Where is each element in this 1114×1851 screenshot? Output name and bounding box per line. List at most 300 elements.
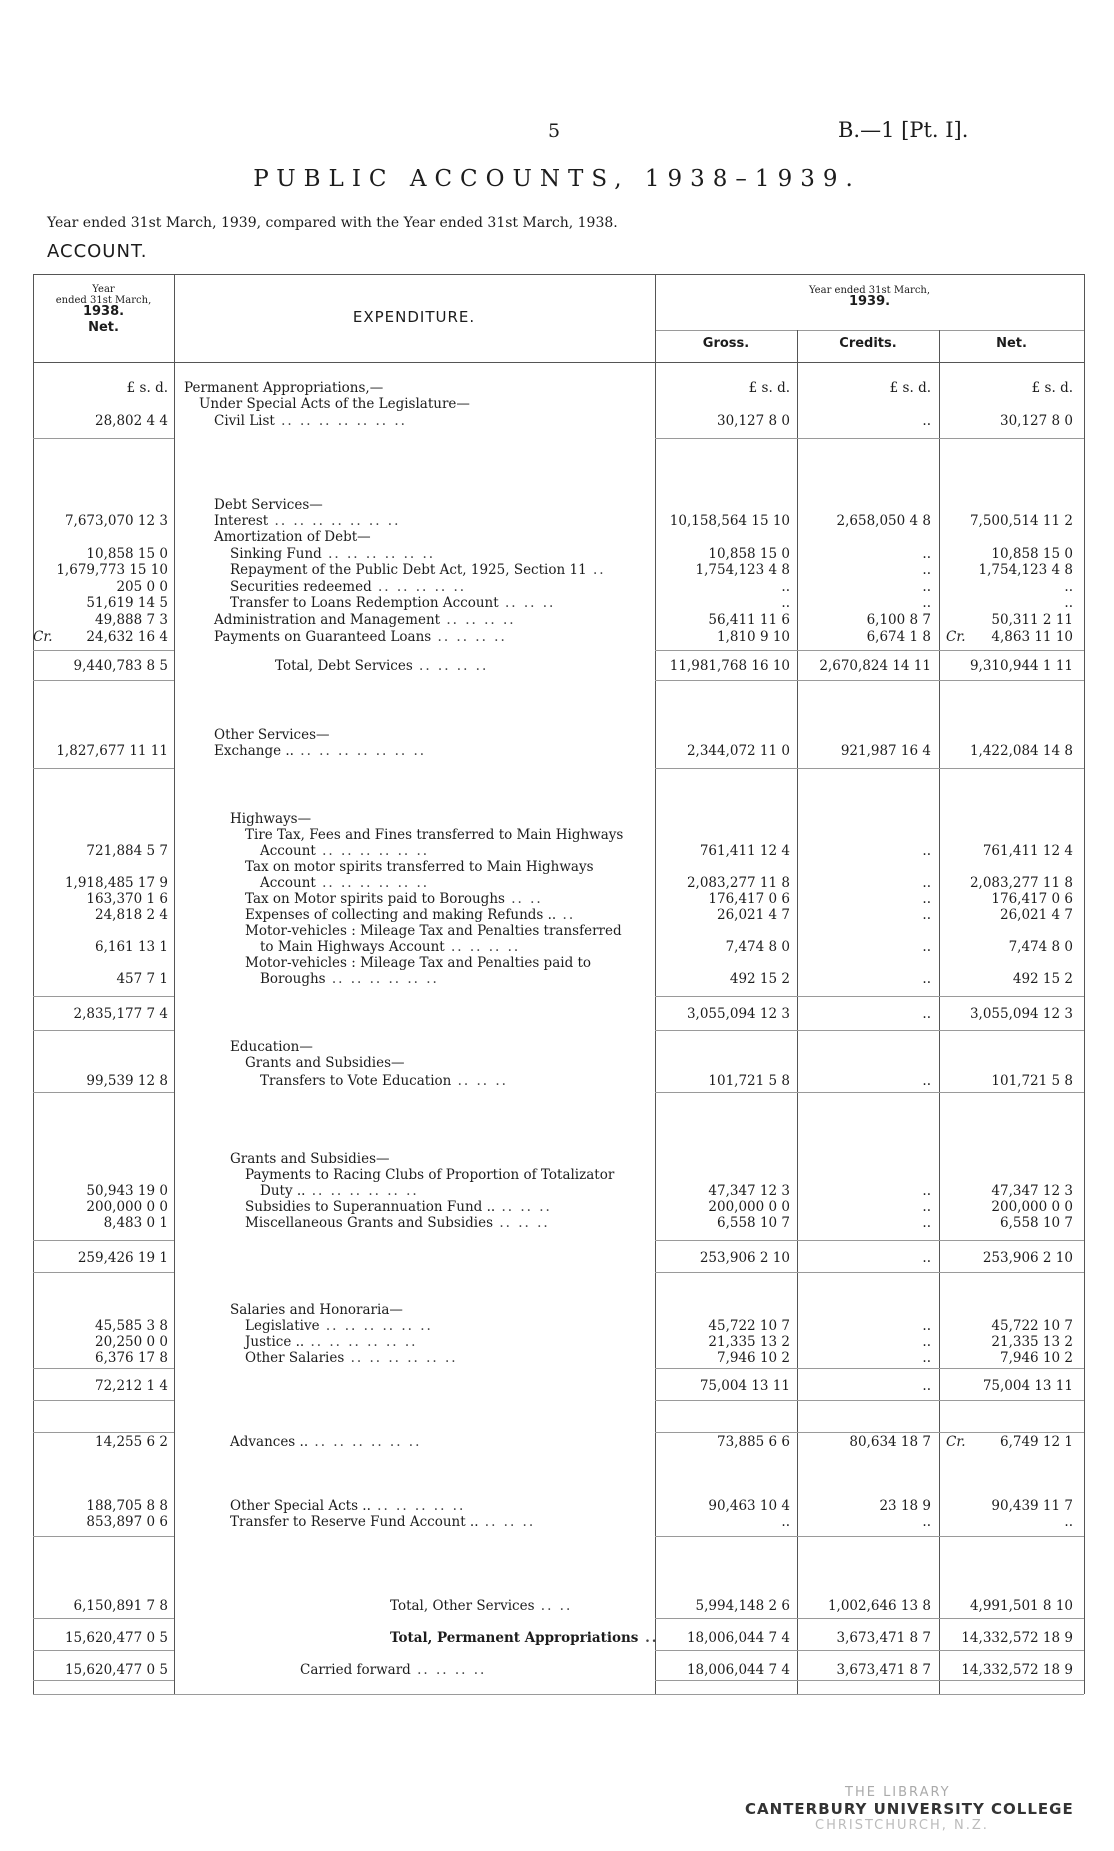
leader-dots: .. .. .. .. .. .. xyxy=(305,1183,419,1199)
description-text: Other Services— xyxy=(214,727,330,743)
table-row xyxy=(0,1334,1114,1350)
gross-cell: 45,722 10 7 xyxy=(708,1318,790,1334)
document-reference: B.—1 [Pt. I]. xyxy=(838,118,969,142)
net-cell: 14,332,572 18 9 xyxy=(961,1662,1073,1678)
description-cell xyxy=(230,1514,535,1530)
prev-year-net-cell: 51,619 14 5 xyxy=(86,595,168,611)
description-cell xyxy=(260,971,439,987)
table-row xyxy=(0,546,1114,562)
credits-cell: .. xyxy=(922,1199,931,1215)
credits-cell: 80,634 18 7 xyxy=(849,1434,931,1450)
net-cell: 14,332,572 18 9 xyxy=(961,1630,1073,1646)
description-cell xyxy=(260,939,520,955)
table-row xyxy=(0,1151,1114,1167)
net-cell: 6,558 10 7 xyxy=(1000,1215,1073,1231)
description-text: Subsidies to Superannuation Fund .. xyxy=(245,1199,496,1215)
description-text: Account xyxy=(260,875,316,891)
leader-dots: .. .. .. .. .. .. xyxy=(304,1334,418,1350)
credits-cell: .. xyxy=(922,562,931,578)
gross-cell: 761,411 12 4 xyxy=(699,843,790,859)
net-column-header: Net. xyxy=(996,336,1027,351)
leader-dots: .. .. .. xyxy=(498,595,556,611)
description-cell xyxy=(230,1151,390,1167)
description-text: Tax on Motor spirits paid to Boroughs xyxy=(245,891,505,907)
net-cell: 9,310,944 1 11 xyxy=(969,658,1073,674)
net-cell: 10,858 15 0 xyxy=(991,546,1073,562)
prev-year-net-cell: 24,818 2 4 xyxy=(95,907,168,923)
gross-cell: .. xyxy=(781,595,790,611)
credits-cell: .. xyxy=(922,1006,931,1022)
leader-dots: .. .. .. .. .. .. xyxy=(321,546,436,562)
description-text: Education— xyxy=(230,1039,313,1055)
leader-dots: .. .. .. xyxy=(495,1199,552,1215)
table-row xyxy=(0,562,1114,578)
description-text: Account xyxy=(260,843,316,859)
credits-cell: .. xyxy=(922,939,931,955)
net-cell: 30,127 8 0 xyxy=(1000,413,1073,429)
description-cell xyxy=(230,546,435,562)
credits-cell: .. xyxy=(922,1183,931,1199)
credits-cell: .. xyxy=(922,413,931,429)
description-cell xyxy=(275,658,488,674)
description-text: Other Salaries xyxy=(245,1350,345,1366)
description-cell xyxy=(260,875,429,891)
gross-cell: 7,474 8 0 xyxy=(725,939,790,955)
net-cell: 1,754,123 4 8 xyxy=(978,562,1073,578)
credits-cell: .. xyxy=(922,843,931,859)
net-cell: 45,722 10 7 xyxy=(991,1318,1073,1334)
prev-year-net-cell: 7,673,070 12 3 xyxy=(64,513,168,529)
description-text: Motor-vehicles : Mileage Tax and Penalties paid to xyxy=(245,955,592,971)
net-cell: 1,422,084 14 8 xyxy=(969,743,1073,759)
table-row xyxy=(0,827,1114,843)
net-cell: 253,906 2 10 xyxy=(982,1250,1073,1266)
credits-cell: 1,002,646 13 8 xyxy=(827,1598,931,1614)
description-text: Exchange .. xyxy=(214,743,294,759)
prev-year-net-cell: 72,212 1 4 xyxy=(95,1378,168,1394)
description-text: Debt Services— xyxy=(214,497,323,513)
description-text: to Main Highways Account xyxy=(260,939,445,955)
prev-year-net-cell: 14,255 6 2 xyxy=(95,1434,168,1450)
description-cell xyxy=(245,1055,405,1071)
credits-cell: .. xyxy=(922,1073,931,1089)
gross-cell: 10,858 15 0 xyxy=(708,546,790,562)
table-row xyxy=(0,939,1114,955)
description-text: Salaries and Honoraria— xyxy=(230,1302,403,1318)
leader-dots: .. xyxy=(638,1630,659,1646)
description-cell xyxy=(230,562,606,578)
table-row xyxy=(0,658,1114,674)
gross-cell: 73,885 6 6 xyxy=(717,1434,790,1450)
description-text: Expenses of collecting and making Refunds .. xyxy=(245,907,557,923)
table-row xyxy=(0,811,1114,827)
current-year-header: Year ended 31st March, 1939. xyxy=(808,285,931,309)
credits-cell: 6,100 8 7 xyxy=(866,612,931,628)
prev-year-net-cell: 6,161 13 1 xyxy=(95,939,168,955)
description-cell xyxy=(245,955,591,971)
table-row xyxy=(0,923,1114,939)
table-row xyxy=(0,1514,1114,1530)
leader-dots: .. .. .. .. .. .. xyxy=(344,1350,458,1366)
gross-cell: 1,754,123 4 8 xyxy=(695,562,790,578)
description-cell xyxy=(245,923,622,939)
prev-year-net-cell: 6,150,891 7 8 xyxy=(73,1598,168,1614)
credit-prefix: Cr. xyxy=(33,629,53,645)
table-row xyxy=(0,1199,1114,1215)
gross-cell: 2,344,072 11 0 xyxy=(686,743,790,759)
credit-prefix: Cr. xyxy=(946,1434,966,1450)
table-row xyxy=(0,396,1114,412)
description-cell xyxy=(245,1334,417,1350)
table-row xyxy=(0,1250,1114,1266)
description-cell xyxy=(199,396,470,412)
net-cell: 4,991,501 8 10 xyxy=(969,1598,1073,1614)
table-row xyxy=(0,971,1114,987)
credits-cell: .. xyxy=(922,1215,931,1231)
credits-cell: 2,670,824 14 11 xyxy=(819,658,931,674)
leader-dots: .. .. xyxy=(504,891,543,907)
description-cell xyxy=(245,827,623,843)
description-cell xyxy=(230,1498,465,1514)
credits-cell: .. xyxy=(922,971,931,987)
credits-cell: .. xyxy=(922,1250,931,1266)
description-text: Grants and Subsidies— xyxy=(245,1055,405,1071)
leader-dots: .. xyxy=(586,562,606,578)
gross-column-header: Gross. xyxy=(702,336,750,351)
prev-year-net-cell: 8,483 0 1 xyxy=(103,1215,168,1231)
leader-dots: .. .. .. xyxy=(493,1215,550,1231)
gross-cell: 47,347 12 3 xyxy=(708,1183,790,1199)
description-text: Transfer to Loans Redemption Account xyxy=(230,595,499,611)
gross-cell: 101,721 5 8 xyxy=(708,1073,790,1089)
description-cell xyxy=(214,497,323,513)
gross-cell: .. xyxy=(781,1514,790,1530)
credits-cell: 3,673,471 8 7 xyxy=(836,1630,931,1646)
page-number: 5 xyxy=(548,120,561,142)
leader-dots: .. .. .. .. .. .. .. xyxy=(268,513,401,529)
gross-cell: 176,417 0 6 xyxy=(708,891,790,907)
leader-dots: .. .. .. xyxy=(478,1514,536,1530)
net-cell: 90,439 11 7 xyxy=(991,1498,1073,1514)
description-cell xyxy=(300,1662,486,1678)
table-row xyxy=(0,727,1114,743)
credits-cell: .. xyxy=(922,1334,931,1350)
description-cell xyxy=(245,891,543,907)
prev-year-net-cell: 2,835,177 7 4 xyxy=(73,1006,168,1022)
description-cell xyxy=(214,727,330,743)
prev-year-net-cell: 45,585 3 8 xyxy=(95,1318,168,1334)
table-row xyxy=(0,413,1114,429)
net-cell: 2,083,277 11 8 xyxy=(969,875,1073,891)
description-text: Motor-vehicles : Mileage Tax and Penalties transferred xyxy=(245,923,622,939)
description-text: Legislative xyxy=(245,1318,320,1334)
gross-cell: 10,158,564 15 10 xyxy=(669,513,790,529)
gross-cell: 56,411 11 6 xyxy=(708,612,790,628)
net-cell: 26,021 4 7 xyxy=(1000,907,1073,923)
description-text: Duty .. xyxy=(260,1183,306,1199)
leader-dots: .. .. .. .. xyxy=(440,612,516,628)
prev-year-net-cell: 200,000 0 0 xyxy=(86,1199,168,1215)
description-text: Total, Other Services xyxy=(390,1598,535,1614)
units-label: £ s. d. xyxy=(889,380,931,396)
table-row xyxy=(0,513,1114,529)
description-cell xyxy=(245,1350,458,1366)
prev-year-net-cell: 24,632 16 4 xyxy=(86,629,168,645)
description-cell xyxy=(214,513,400,529)
table-row xyxy=(0,1073,1114,1089)
table-row xyxy=(0,1055,1114,1071)
table-row xyxy=(0,1183,1114,1199)
description-text: Tax on motor spirits transferred to Main Highways xyxy=(245,859,594,875)
table-row xyxy=(0,955,1114,971)
gross-cell: 2,083,277 11 8 xyxy=(686,875,790,891)
net-cell: 200,000 0 0 xyxy=(991,1199,1073,1215)
description-text: Advances .. xyxy=(230,1434,309,1450)
leader-dots: .. xyxy=(556,907,576,923)
description-text: Securities redeemed xyxy=(230,579,372,595)
section-heading: ACCOUNT. xyxy=(47,241,148,262)
prev-year-net-cell: 28,802 4 4 xyxy=(95,413,168,429)
description-text: Amortization of Debt— xyxy=(214,529,371,545)
table-row xyxy=(0,1318,1114,1334)
description-text: Highways— xyxy=(230,811,312,827)
leader-dots: .. .. .. .. .. .. xyxy=(319,1318,433,1334)
prev-year-net-cell: 163,370 1 6 xyxy=(86,891,168,907)
table-row xyxy=(0,497,1114,513)
page-title: PUBLIC ACCOUNTS, 1938–1939. xyxy=(253,166,861,192)
leader-dots: .. .. .. .. .. .. xyxy=(315,875,430,891)
prev-year-net-cell: 853,897 0 6 xyxy=(86,1514,168,1530)
units-row xyxy=(0,380,1114,396)
credits-cell: .. xyxy=(922,1350,931,1366)
description-text: Sinking Fund xyxy=(230,546,322,562)
description-cell xyxy=(245,907,575,923)
gross-cell: 5,994,148 2 6 xyxy=(695,1598,790,1614)
gross-cell: .. xyxy=(781,579,790,595)
page-subtitle: Year ended 31st March, 1939, compared with the Year ended 31st March, 1938. xyxy=(47,215,618,231)
description-text: Payments to Racing Clubs of Proportion of Totalizator xyxy=(245,1167,615,1183)
credits-cell: 6,674 1 8 xyxy=(866,629,931,645)
leader-dots: .. .. .. .. .. xyxy=(371,579,467,595)
table-row xyxy=(0,843,1114,859)
net-cell: 3,055,094 12 3 xyxy=(969,1006,1073,1022)
table-row xyxy=(0,1498,1114,1514)
description-text: Justice .. xyxy=(245,1334,305,1350)
gross-cell: 6,558 10 7 xyxy=(717,1215,790,1231)
net-cell: 101,721 5 8 xyxy=(991,1073,1073,1089)
description-cell xyxy=(230,579,466,595)
credits-cell: .. xyxy=(922,1514,931,1530)
gross-cell: 30,127 8 0 xyxy=(717,413,790,429)
table-row xyxy=(0,612,1114,628)
table-row xyxy=(0,1598,1114,1614)
description-text: Tire Tax, Fees and Fines transferred to Main Highways xyxy=(245,827,624,843)
description-text: Transfer to Reserve Fund Account .. xyxy=(230,1514,479,1530)
credits-cell: 2,658,050 4 8 xyxy=(836,513,931,529)
prev-year-net-cell: 457 7 1 xyxy=(116,971,168,987)
gross-cell: 18,006,044 7 4 xyxy=(686,1630,790,1646)
prev-year-net-cell: 9,440,783 8 5 xyxy=(73,658,168,674)
description-cell xyxy=(390,1598,572,1614)
credits-cell: .. xyxy=(922,1318,931,1334)
table-row xyxy=(0,743,1114,759)
gross-cell: 75,004 13 11 xyxy=(699,1378,790,1394)
description-cell xyxy=(245,1318,433,1334)
description-cell xyxy=(260,1073,508,1089)
table-row xyxy=(0,1662,1114,1678)
prev-year-net-cell: 205 0 0 xyxy=(116,579,168,595)
prev-year-net-cell: 15,620,477 0 5 xyxy=(64,1630,168,1646)
net-cell: 7,500,514 11 2 xyxy=(969,513,1073,529)
description-text: Total, Permanent Appropriations xyxy=(390,1630,639,1646)
prev-year-net-cell: 6,376 17 8 xyxy=(95,1350,168,1366)
units-label: £ s. d. xyxy=(1031,380,1073,396)
description-cell xyxy=(230,595,555,611)
gross-cell: 200,000 0 0 xyxy=(708,1199,790,1215)
table-row xyxy=(0,859,1114,875)
prev-year-net-cell: 15,620,477 0 5 xyxy=(64,1662,168,1678)
description-text: Carried forward xyxy=(300,1662,411,1678)
description-text: Transfers to Vote Education xyxy=(260,1073,452,1089)
table-row xyxy=(0,1039,1114,1055)
prev-year-net-cell: 49,888 7 3 xyxy=(95,612,168,628)
leader-dots: .. .. .. xyxy=(451,1073,508,1089)
description-cell xyxy=(230,811,311,827)
net-cell: 6,749 12 1 xyxy=(1000,1434,1073,1450)
table-row xyxy=(0,1302,1114,1318)
net-cell: 7,946 10 2 xyxy=(1000,1350,1073,1366)
library-stamp: THE LIBRARY CANTERBURY UNIVERSITY COLLEGE CHRISTCHURCH, N.Z. xyxy=(745,1785,1074,1833)
leader-dots: .. .. .. .. xyxy=(412,658,489,674)
description-cell xyxy=(214,413,407,429)
gross-cell: 7,946 10 2 xyxy=(717,1350,790,1366)
table-row xyxy=(0,629,1114,645)
prev-year-net-cell: 1,827,677 11 11 xyxy=(56,743,168,759)
gross-cell: 3,055,094 12 3 xyxy=(686,1006,790,1022)
net-cell: 492 15 2 xyxy=(1012,971,1073,987)
prev-year-net-cell: 10,858 15 0 xyxy=(86,546,168,562)
net-cell: 7,474 8 0 xyxy=(1008,939,1073,955)
description-cell xyxy=(214,743,426,759)
prev-year-net-cell: 1,679,773 15 10 xyxy=(56,562,168,578)
description-text: Payments on Guaranteed Loans xyxy=(214,629,432,645)
gross-cell: 26,021 4 7 xyxy=(717,907,790,923)
table-row xyxy=(0,1350,1114,1366)
leader-dots: .. .. .. .. .. .. .. xyxy=(274,413,407,429)
gross-cell: 11,981,768 16 10 xyxy=(669,658,790,674)
prev-year-net-cell: 1,918,485 17 9 xyxy=(64,875,168,891)
description-cell xyxy=(214,529,371,545)
credits-cell: .. xyxy=(922,891,931,907)
description-text: Under Special Acts of the Legislature— xyxy=(199,396,470,412)
prev-year-net-cell: 259,426 19 1 xyxy=(77,1250,168,1266)
table-row xyxy=(0,907,1114,923)
description-text: Interest xyxy=(214,513,269,529)
credits-cell: 921,987 16 4 xyxy=(840,743,931,759)
table-row xyxy=(0,579,1114,595)
description-cell xyxy=(245,1199,552,1215)
net-cell: 47,347 12 3 xyxy=(991,1183,1073,1199)
credits-cell: .. xyxy=(922,546,931,562)
table-row xyxy=(0,1378,1114,1394)
net-cell: 50,311 2 11 xyxy=(991,612,1073,628)
gross-cell: 253,906 2 10 xyxy=(699,1250,790,1266)
credits-cell: .. xyxy=(922,1378,931,1394)
leader-dots: .. .. .. .. .. .. .. xyxy=(293,743,427,759)
table-row xyxy=(0,891,1114,907)
description-text: Administration and Management xyxy=(214,612,441,628)
description-text: Civil List xyxy=(214,413,275,429)
net-cell: 761,411 12 4 xyxy=(982,843,1073,859)
prev-year-net-cell: 188,705 8 8 xyxy=(86,1498,168,1514)
prev-year-net-cell: 20,250 0 0 xyxy=(95,1334,168,1350)
description-cell xyxy=(230,1434,421,1450)
leader-dots: .. .. .. .. xyxy=(431,629,507,645)
description-cell xyxy=(245,1215,550,1231)
table-row xyxy=(0,1167,1114,1183)
units-label: £ s. d. xyxy=(748,380,790,396)
table-row xyxy=(0,875,1114,891)
net-cell: .. xyxy=(1064,579,1073,595)
gross-cell: 492 15 2 xyxy=(729,971,790,987)
prev-year-net-cell: 99,539 12 8 xyxy=(86,1073,168,1089)
prev-year-net-cell: 721,884 5 7 xyxy=(86,843,168,859)
gross-cell: 90,463 10 4 xyxy=(708,1498,790,1514)
description-text: Total, Debt Services xyxy=(275,658,413,674)
expenditure-header: EXPENDITURE. xyxy=(352,308,476,326)
credits-cell: .. xyxy=(922,595,931,611)
credit-prefix: Cr. xyxy=(946,629,966,645)
credits-column-header: Credits. xyxy=(839,336,897,351)
leader-dots: .. .. .. .. .. .. xyxy=(325,971,439,987)
description-cell xyxy=(260,843,429,859)
description-cell xyxy=(230,1039,313,1055)
description-cell xyxy=(230,1302,403,1318)
description-text: Boroughs xyxy=(260,971,326,987)
net-cell: 21,335 13 2 xyxy=(991,1334,1073,1350)
credits-cell: 3,673,471 8 7 xyxy=(836,1662,931,1678)
net-cell: 4,863 11 10 xyxy=(991,629,1073,645)
description-cell xyxy=(260,1183,419,1199)
gross-cell: 18,006,044 7 4 xyxy=(686,1662,790,1678)
prev-year-header: Year ended 31st March, 1938. Net. xyxy=(55,284,152,335)
table-row xyxy=(0,595,1114,611)
leader-dots: .. .. .. .. .. .. xyxy=(315,843,430,859)
description-text: Miscellaneous Grants and Subsidies xyxy=(245,1215,494,1231)
units-label: £ s. d. xyxy=(126,380,168,396)
description-text: Repayment of the Public Debt Act, 1925, Section 11 xyxy=(230,562,587,578)
credits-cell: 23 18 9 xyxy=(879,1498,931,1514)
prev-year-net-cell: 50,943 19 0 xyxy=(86,1183,168,1199)
description-cell xyxy=(214,612,516,628)
credits-cell: .. xyxy=(922,907,931,923)
table-row xyxy=(0,529,1114,545)
table-row xyxy=(0,1215,1114,1231)
description-text: Permanent Appropriations,— xyxy=(184,380,384,396)
leader-dots: .. .. xyxy=(534,1598,573,1614)
description-cell xyxy=(214,629,507,645)
description-cell xyxy=(245,859,594,875)
description-text: Other Special Acts .. xyxy=(230,1498,371,1514)
net-cell: .. xyxy=(1064,595,1073,611)
credits-cell: .. xyxy=(922,579,931,595)
leader-dots: .. .. .. .. xyxy=(444,939,521,955)
table-row xyxy=(0,1434,1114,1450)
leader-dots: .. .. .. .. .. .. xyxy=(308,1434,422,1450)
net-cell: 75,004 13 11 xyxy=(982,1378,1073,1394)
credits-cell: .. xyxy=(922,875,931,891)
gross-cell: 1,810 9 10 xyxy=(717,629,790,645)
